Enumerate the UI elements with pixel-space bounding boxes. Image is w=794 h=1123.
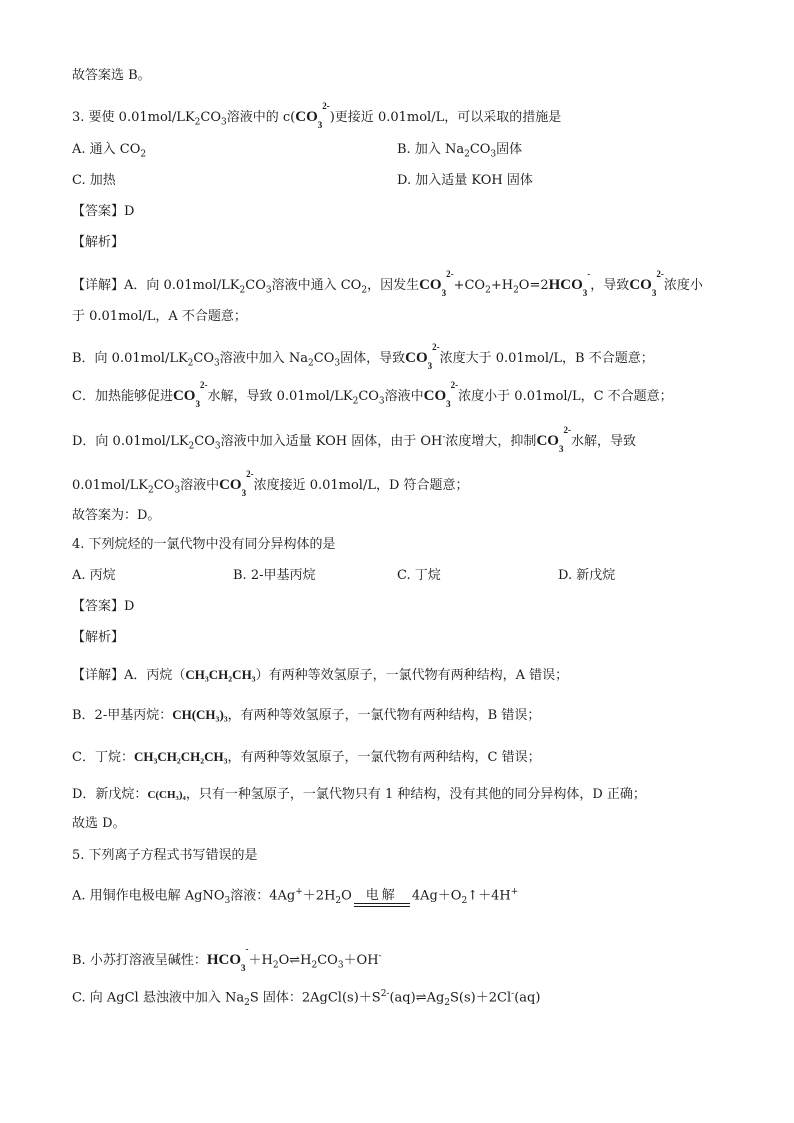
analysis-3-line-6: $0.01mol/LK_2CO_3$溶液中$CO_3^{2-}$浓度接近 0.01mol/L，D 符合题意； [72,469,469,498]
answer-4: 【答案】D [72,599,135,614]
option-4c: C. 丁烷 [397,568,441,583]
electrolysis-condition: 电解 [352,889,412,913]
analysis-3-line-3: B．向 $0.01mol/LK_2CO_3$溶液中加入 $Na_2CO_3$固体，导致$CO_3^{2-}$浓度大于 0.01mol/L，B 不合题意； [72,342,654,371]
analysis-4-line-4: D．新戊烷：C(CH₃)₄，只有一种氢原子，一氯代物只有 1 种结构，没有其他的同分异构体，D 正确； [72,787,646,802]
analysis-3-line-4: C．加热能够促进$CO_3^{2-}$水解，导致 $0.01mol/LK_2CO_3$溶液中$CO_3^{2-}$浓度小于 0.01mol/L，C 不合题意； [72,380,673,409]
butane-formula: CH₃CH₂CH₂CH₃ [133,749,228,764]
analysis-4-line-2: B．2-甲基丙烷：CH(CH₃)₃，有两种等效氢原子，一氯代物有两种结构，B 错误； [72,707,541,723]
question-3-stem: 3. 要使 $0.01mol/LK_2CO_3$溶液中的 $c(CO_3^{2-})$更接近 0.01mol/L，可以采取的措施是 [72,101,562,130]
analysis-3-line-1: 【详解】A．向 $0.01mol/LK_2CO_3$溶液中通入 $CO_2$，因发生$CO_3^{2-}+CO_2+H_2O=2HCO_3^-$，导致$CO_3^{2-}$浓度小 [72,269,703,298]
option-4a: A. 丙烷 [72,568,116,583]
option-3a: A. 通入 $CO_2$ [72,142,147,160]
propane-formula: CH₃CH₂CH₃ [185,667,256,682]
analysis-3-line-2: 于 0.01mol/L，A 不合题意； [72,309,247,324]
analysis-4-heading: 【解析】 [72,630,125,645]
analysis-3-conclusion: 故答案为：D。 [72,508,161,523]
option-4d: D. 新戊烷 [558,568,616,583]
question-5-stem: 5. 下列离子方程式书写错误的是 [72,848,258,863]
option-3d: D. 加入适量 KOH 固体 [397,173,533,188]
answer-conclusion-2: 故答案选 B。 [72,68,151,83]
analysis-4-line-1: 【详解】A．丙烷（CH₃CH₂CH₃）有两种等效氢原子，一氯代物有两种结构，A 错误； [72,667,569,683]
analysis-4-conclusion: 故选 D。 [72,816,126,831]
analysis-4-line-3: C．丁烷：CH₃CH₂CH₂CH₃，有两种等效氢原子，一氯代物有两种结构，C 错误； [72,749,541,765]
carbonate-ion: $CO_3^{2-}$ [295,101,330,130]
isobutane-formula: CH(CH₃)₃ [172,707,228,722]
question-4-stem: 4. 下列烷烃的一氯代物中没有同分异构体的是 [72,537,336,552]
option-4b: B. 2-甲基丙烷 [233,568,316,583]
option-3b: B. 加入 $Na_2CO_3$固体 [397,142,523,160]
option-5b: B. 小苏打溶液呈碱性：$HCO_3^-+H_2O\rightleftharpoons H_2CO_3+OH^-$ [72,944,382,973]
analysis-3-line-5: D．向 $0.01mol/LK_2CO_3$溶液中加入适量 KOH 固体，由于 OH-浓度增大，抑制$CO_3^{2-}$水解，导致 [72,425,636,454]
neopentane-formula: C(CH₃)₄ [147,789,186,801]
option-3c: C. 加热 [72,173,116,188]
option-5a: A. 用铜作电极电解 AgNO$_3$溶液：$4Ag^++2H_2O$ 电解 $4Ag+O_2↑+4H^+$ [72,880,518,913]
option-5c: C. 向 AgCl 悬浊液中加入 $Na_2S$ 固体：$2AgCl(s)+S^{2-}(aq)\rightleftharpoons Ag_2S(s)+2Cl^-(aq)$ [72,989,541,1008]
analysis-3-heading: 【解析】 [72,235,125,250]
answer-3: 【答案】D [72,204,135,219]
